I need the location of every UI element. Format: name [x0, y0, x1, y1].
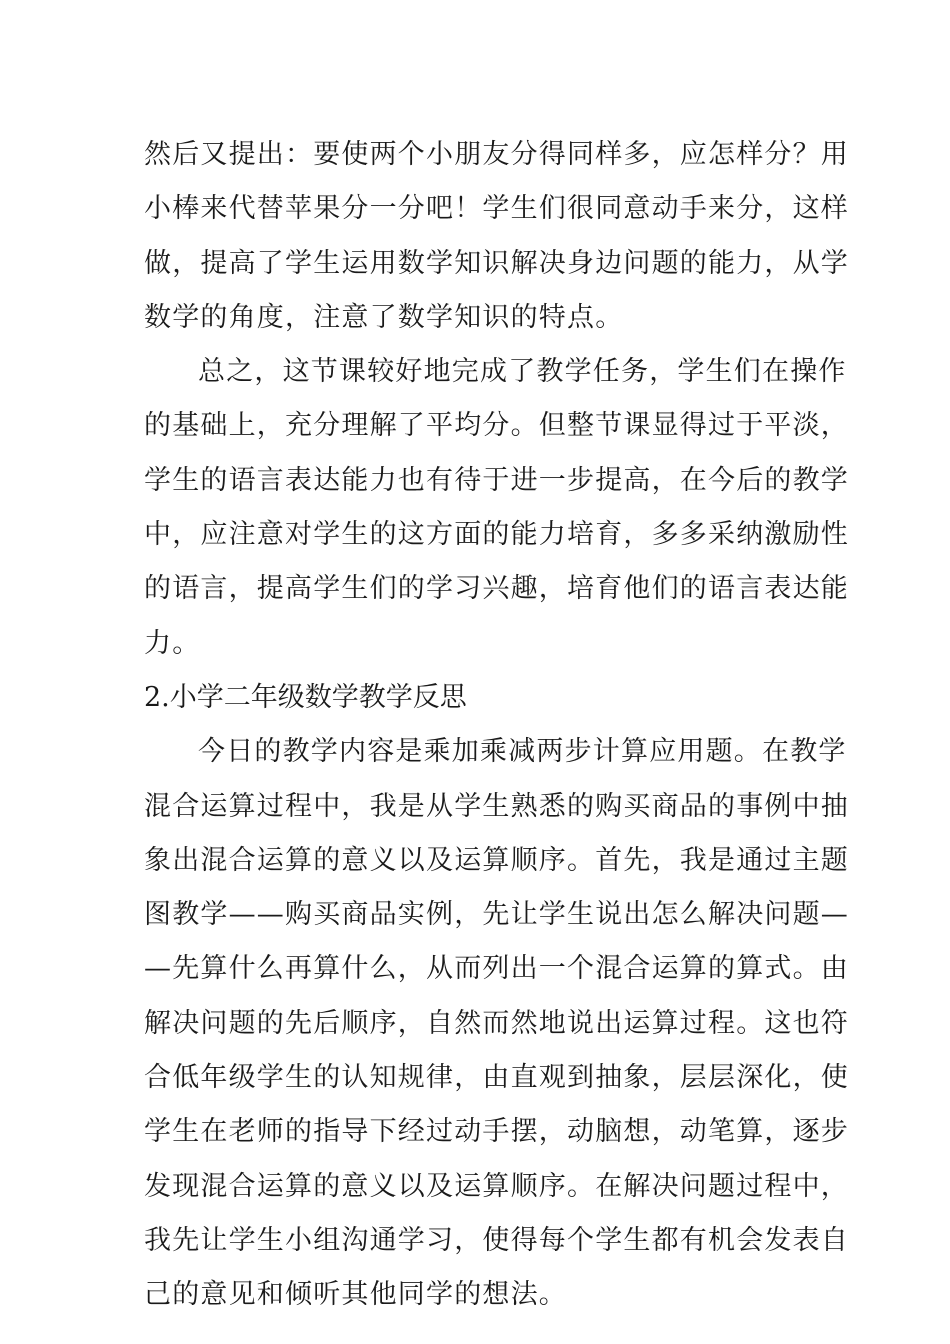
paragraph-line: 我先让学生小组沟通学习，使得每个学生都有机会发表自 [144, 1224, 849, 1256]
paragraph-line: 学生的语言表达能力也有待于进一步提高，在今后的教学 [144, 464, 849, 496]
paragraph-line: 己的意见和倾听其他同学的想法。 [144, 1279, 567, 1311]
paragraph-line: 做，提高了学生运用数学知识解决身边问题的能力，从学 [144, 247, 849, 279]
paragraph-line: 今日的教学内容是乘加乘减两步计算应用题。在教学 [198, 736, 847, 768]
paragraph-line: 然后又提出：要使两个小朋友分得同样多，应怎样分？用 [144, 139, 849, 170]
paragraph-line: 数学的角度，注意了数学知识的特点。 [144, 301, 624, 333]
document-page [144, 128, 849, 1323]
paragraph-line: 的基础上，充分理解了平均分。但整节课显得过于平淡， [144, 410, 849, 442]
paragraph-line: 象出混合运算的意义以及运算顺序。首先，我是通过主题 [144, 844, 849, 876]
paragraph-line: 学生在老师的指导下经过动手摆，动脑想，动笔算，逐步 [144, 1116, 849, 1148]
paragraph-line: 发现混合运算的意义以及运算顺序。在解决问题过程中， [144, 1170, 849, 1202]
paragraph-line: 力。 [144, 627, 201, 659]
paragraph-line: 中，应注意对学生的这方面的能力培育，多多采纳激励性 [144, 519, 849, 551]
paragraph-line: 合低年级学生的认知规律，由直观到抽象，层层深化，使 [144, 1062, 849, 1094]
paragraph-line: —先算什么再算什么，从而列出一个混合运算的算式。由 [144, 953, 849, 985]
paragraph-line: 解决问题的先后顺序，自然而然地说出运算过程。这也符 [144, 1007, 849, 1039]
section-heading: 2.小学二年级数学教学反思 [144, 681, 467, 713]
paragraph-line: 小棒来代替苹果分一分吧！学生们很同意动手来分，这样 [144, 193, 849, 225]
paragraph-line: 的语言，提高学生们的学习兴趣，培育他们的语言表达能 [144, 573, 849, 605]
paragraph-line: 总之，这节课较好地完成了教学任务，学生们在操作 [198, 356, 847, 388]
paragraph-line: 混合运算过程中，我是从学生熟悉的购买商品的事例中抽 [144, 790, 849, 822]
paragraph-line: 图教学——购买商品实例，先让学生说出怎么解决问题— [144, 899, 849, 931]
